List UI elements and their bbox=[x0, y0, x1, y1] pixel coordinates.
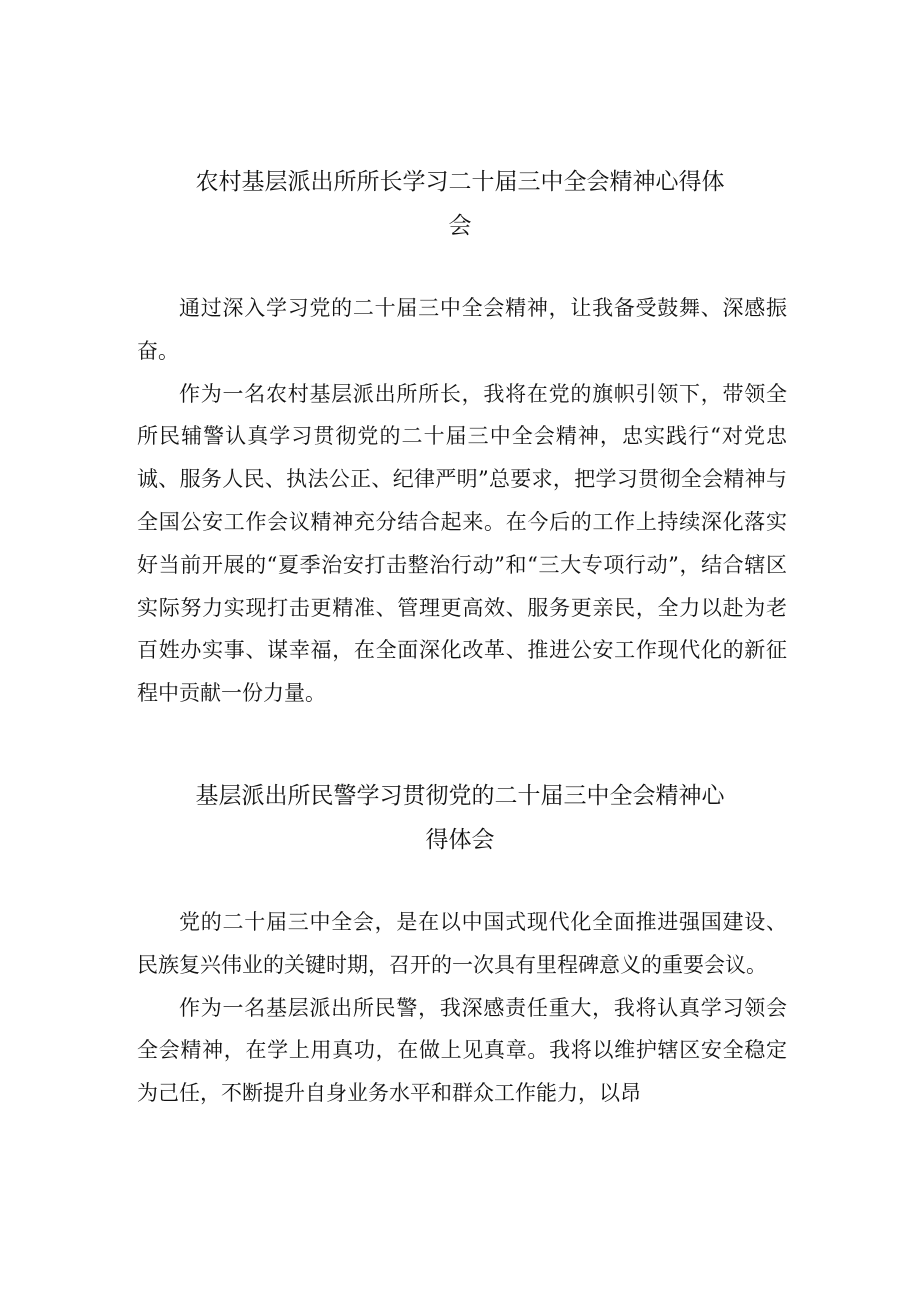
section-1-body bbox=[137, 287, 787, 715]
section-2-title bbox=[150, 774, 770, 862]
section-2-body bbox=[137, 901, 787, 1115]
section-2-paragraph-1: 党的二十届三中全会，是在以中国式现代化全面推进强国建设、民族复兴伟业的关键时期，召开的一次具有里程碑意义的重要会议。 bbox=[137, 910, 787, 977]
section-2-title-line-1: 基层派出所民警学习贯彻党的二十届三中全会精神心 bbox=[195, 783, 725, 809]
section-1-paragraph-1: 通过深入学习党的二十届三中全会精神，让我备受鼓舞、深感振奋。 bbox=[137, 296, 787, 363]
section-2-title-line-2: 得体会 bbox=[425, 827, 495, 853]
section-1-title bbox=[150, 160, 770, 248]
section-1-paragraph-2: 作为一名农村基层派出所所长，我将在党的旗帜引领下，带领全所民辅警认真学习贯彻党的二十届三中全会精神，忠实践行“对党忠诚、服务人民、执法公正、纪律严明”总要求，把学习贯彻全会精神与全国公安工作会议精神充分结合起来。在今后的工作上持续深化落实好当前开展的“夏季治安打击整治行动”和“三大专项行动”，结合辖区实际努力实现打击更精准、管理更高效、服务更亲民，全力以赴为老百姓办实事、谋幸福，在全面深化改革、推进公安工作现代化的新征程中贡献一份力量。 bbox=[137, 381, 787, 706]
section-1-title-line-2: 会 bbox=[448, 213, 472, 239]
section-1-title-line-1: 农村基层派出所所长学习二十届三中全会精神心得体 bbox=[195, 169, 725, 195]
section-2-paragraph-2: 作为一名基层派出所民警，我深感责任重大，我将认真学习领会全会精神，在学上用真功，在做上见真章。我将以维护辖区安全稳定为己任，不断提升自身业务水平和群众工作能力，以昂 bbox=[137, 995, 787, 1106]
